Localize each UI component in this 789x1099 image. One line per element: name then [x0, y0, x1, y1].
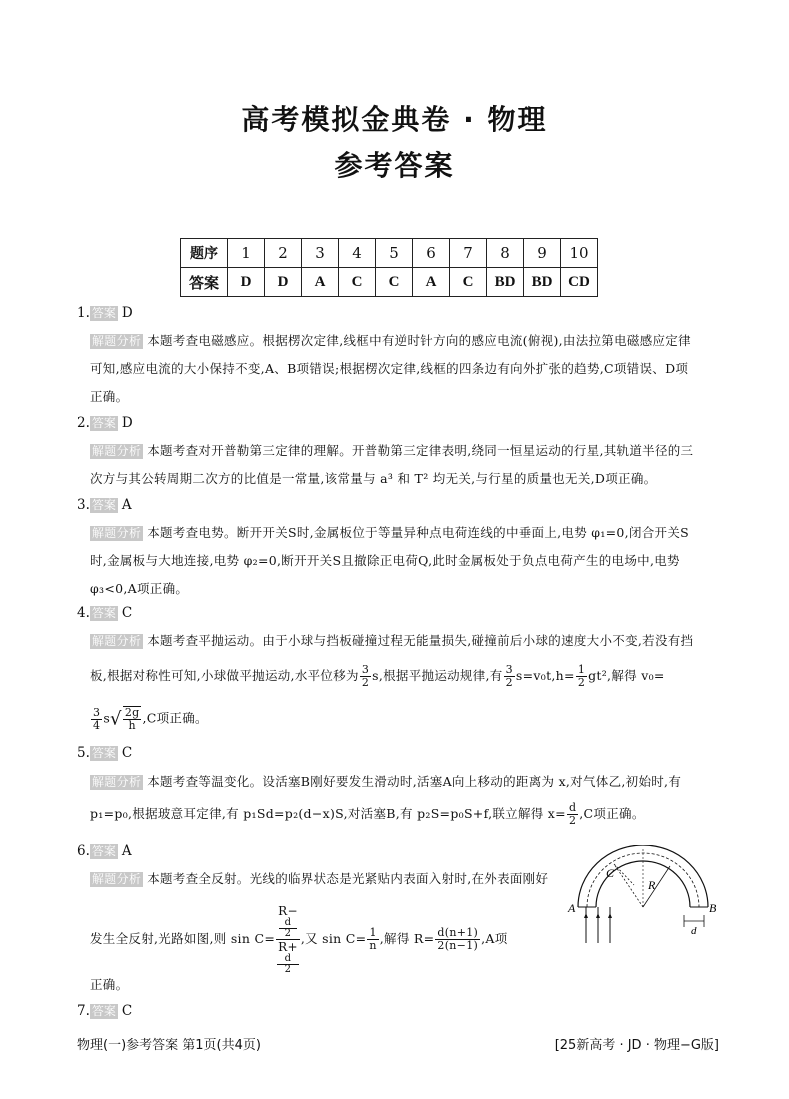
question-4-line: $\frac{3}{4}$ s√ $\frac{2g}{h}$ ,C项正确。 — [93, 705, 208, 732]
answer-tag: 答案 — [91, 498, 116, 512]
table-cell: 8 — [487, 239, 524, 268]
table-cell: 2 — [265, 239, 302, 268]
answer-tag: 答案 — [91, 1004, 116, 1018]
analysis-tag: 解题分析 — [92, 526, 142, 540]
fraction: $\frac{d(n+1)}{2(n-1)}$ — [437, 926, 479, 952]
table-cell: C — [339, 268, 376, 297]
question-6-line: 解题分析 本题考查全反射。光线的临界状态是光紧贴内表面入射时,在外表面刚好 — [92, 871, 549, 886]
label-B: B — [709, 901, 717, 915]
label-A: A — [568, 901, 576, 915]
question-1-line: 可知,感应电流的大小保持不变,A、B项错误;根据楞次定律,线框的四条边有向外扩张的趋势,C项错误、D项 — [90, 361, 689, 376]
table-cell: 1 — [228, 239, 265, 268]
table-cell: 3 — [302, 239, 339, 268]
question-3-line: 解题分析 本题考查电势。断开开关S时,金属板位于等量异种点电荷连线的中垂面上,电势 φ₁=0,闭合开关S — [92, 525, 690, 540]
analysis-tag: 解题分析 — [92, 444, 142, 458]
table-cell: D — [265, 268, 302, 297]
question-1-answer: 1. 答案 D — [77, 305, 133, 321]
analysis-tag: 解题分析 — [92, 334, 142, 348]
page-title: 高考模拟金典卷 · 物理 — [241, 103, 548, 136]
fraction: $\frac{1}{2}$ — [577, 663, 586, 689]
table-cell: A — [413, 268, 450, 297]
table-cell: 4 — [339, 239, 376, 268]
fraction: d 2 — [279, 918, 297, 939]
answer-tag: 答案 — [91, 746, 116, 760]
question-4-line: 解题分析 本题考查平抛运动。由于小球与挡板碰撞过程无能量损失,碰撞前后小球的速度大小不变,若没有挡 — [92, 633, 694, 648]
table-row-answers — [181, 268, 598, 297]
table-cell: BD — [487, 268, 524, 297]
question-6-line: 正确。 — [90, 977, 129, 992]
question-6-answer: 6. 答案 A — [77, 843, 132, 859]
row-label-question: 题序 — [181, 239, 228, 268]
fraction: d 2 — [277, 954, 299, 975]
table-row-numbers — [181, 239, 598, 268]
label-C: C — [606, 866, 615, 880]
table-cell: C — [450, 268, 487, 297]
table-cell: C — [376, 268, 413, 297]
question-1-line: 正确。 — [90, 389, 129, 404]
page-subtitle: 参考答案 — [334, 149, 455, 182]
fraction: $\frac{3}{2}$ — [505, 663, 513, 689]
table-cell: A — [302, 268, 339, 297]
fraction: $\frac{1}{n}$ — [369, 926, 377, 952]
question-7-answer: 7. 答案 C — [77, 1003, 133, 1019]
table-cell: 5 — [376, 239, 413, 268]
table-cell: 6 — [413, 239, 450, 268]
answer-tag: 答案 — [91, 606, 116, 620]
analysis-tag: 解题分析 — [92, 872, 142, 886]
question-5-line: 解题分析 本题考查等温变化。设活塞B刚好要发生滑动时,活塞A向上移动的距离为 x,对气体乙,初始时,有 — [92, 774, 682, 789]
label-d: d — [691, 925, 697, 937]
footer-right: [25新高考 · JD · 物理−G版] — [554, 1038, 719, 1053]
question-2-line: 解题分析 本题考查对开普勒第三定律的理解。开普勒第三定律表明,绕同一恒星运动的行星,其轨道半径的三 — [92, 443, 694, 458]
question-5-answer: 5. 答案 C — [77, 745, 133, 761]
table-cell: CD — [561, 268, 598, 297]
table-cell: BD — [524, 268, 561, 297]
table-cell: 10 — [561, 239, 598, 268]
light-path-figure — [566, 845, 721, 945]
table-cell: D — [228, 268, 265, 297]
analysis-tag: 解题分析 — [92, 775, 142, 789]
question-4-line: 板,根据对称性可知,小球做平抛运动,水平位移为 $\frac{3}{2}$ s,根据平抛运动规律,有 $\frac{3}{2}$ s=v₀t,h= $\frac{1}{2}$ gt²,解得 v₀= — [90, 663, 665, 689]
question-3-line: 时,金属板与大地连接,电势 φ₂=0,断开开关S且撤除正电荷Q,此时金属板处于负点电荷产生的电场中,电势 — [90, 553, 680, 568]
question-6-line: 发生全反射,光路如图,则 sin C= R− d 2 R+ d 2 ,又 sin C= $\frac{1}{n}$ ,解得 R= $\frac{d(n+1)}{2(n-1)}$ ,A项 — [90, 904, 508, 975]
table-cell: 9 — [524, 239, 561, 268]
label-R: R — [648, 878, 656, 892]
fraction: $\frac{3}{2}$ — [361, 663, 370, 689]
question-5-line: p₁=p₀,根据玻意耳定律,有 p₁Sd=p₂(d−x)S,对活塞B,有 p₂S=p₀S+f,联立解得 x= $\frac{d}{2}$ ,C项正确。 — [90, 801, 645, 827]
answer-table — [180, 238, 598, 297]
fraction: R− d 2 R+ d 2 — [278, 904, 298, 975]
answer-tag: 答案 — [91, 416, 116, 430]
question-1-line: 解题分析 本题考查电磁感应。根据楞次定律,线框中有逆时针方向的感应电流(俯视),由法拉第电磁感应定律 — [92, 333, 691, 348]
answer-tag: 答案 — [91, 306, 116, 320]
fraction: $\frac{d}{2}$ — [568, 801, 577, 827]
question-2-line: 次方与其公转周期二次方的比值是一常量,该常量与 a³ 和 T² 均无关,与行星的质量也无关,D项正确。 — [90, 471, 657, 486]
analysis-tag: 解题分析 — [92, 634, 142, 648]
fraction: $\frac{2g}{h}$ — [124, 706, 140, 732]
footer-left: 物理(一)参考答案 第1页(共4页) — [77, 1038, 261, 1053]
question-3-answer: 3. 答案 A — [77, 497, 132, 513]
row-label-answer: 答案 — [181, 268, 228, 297]
question-2-answer: 2. 答案 D — [77, 415, 133, 431]
table-cell: 7 — [450, 239, 487, 268]
question-3-line: φ₃<0,A项正确。 — [90, 581, 189, 596]
sqrt-symbol: √ — [110, 708, 122, 730]
fraction: $\frac{3}{4}$ — [93, 705, 101, 732]
answer-tag: 答案 — [91, 844, 116, 858]
question-4-answer: 4. 答案 C — [77, 605, 133, 621]
